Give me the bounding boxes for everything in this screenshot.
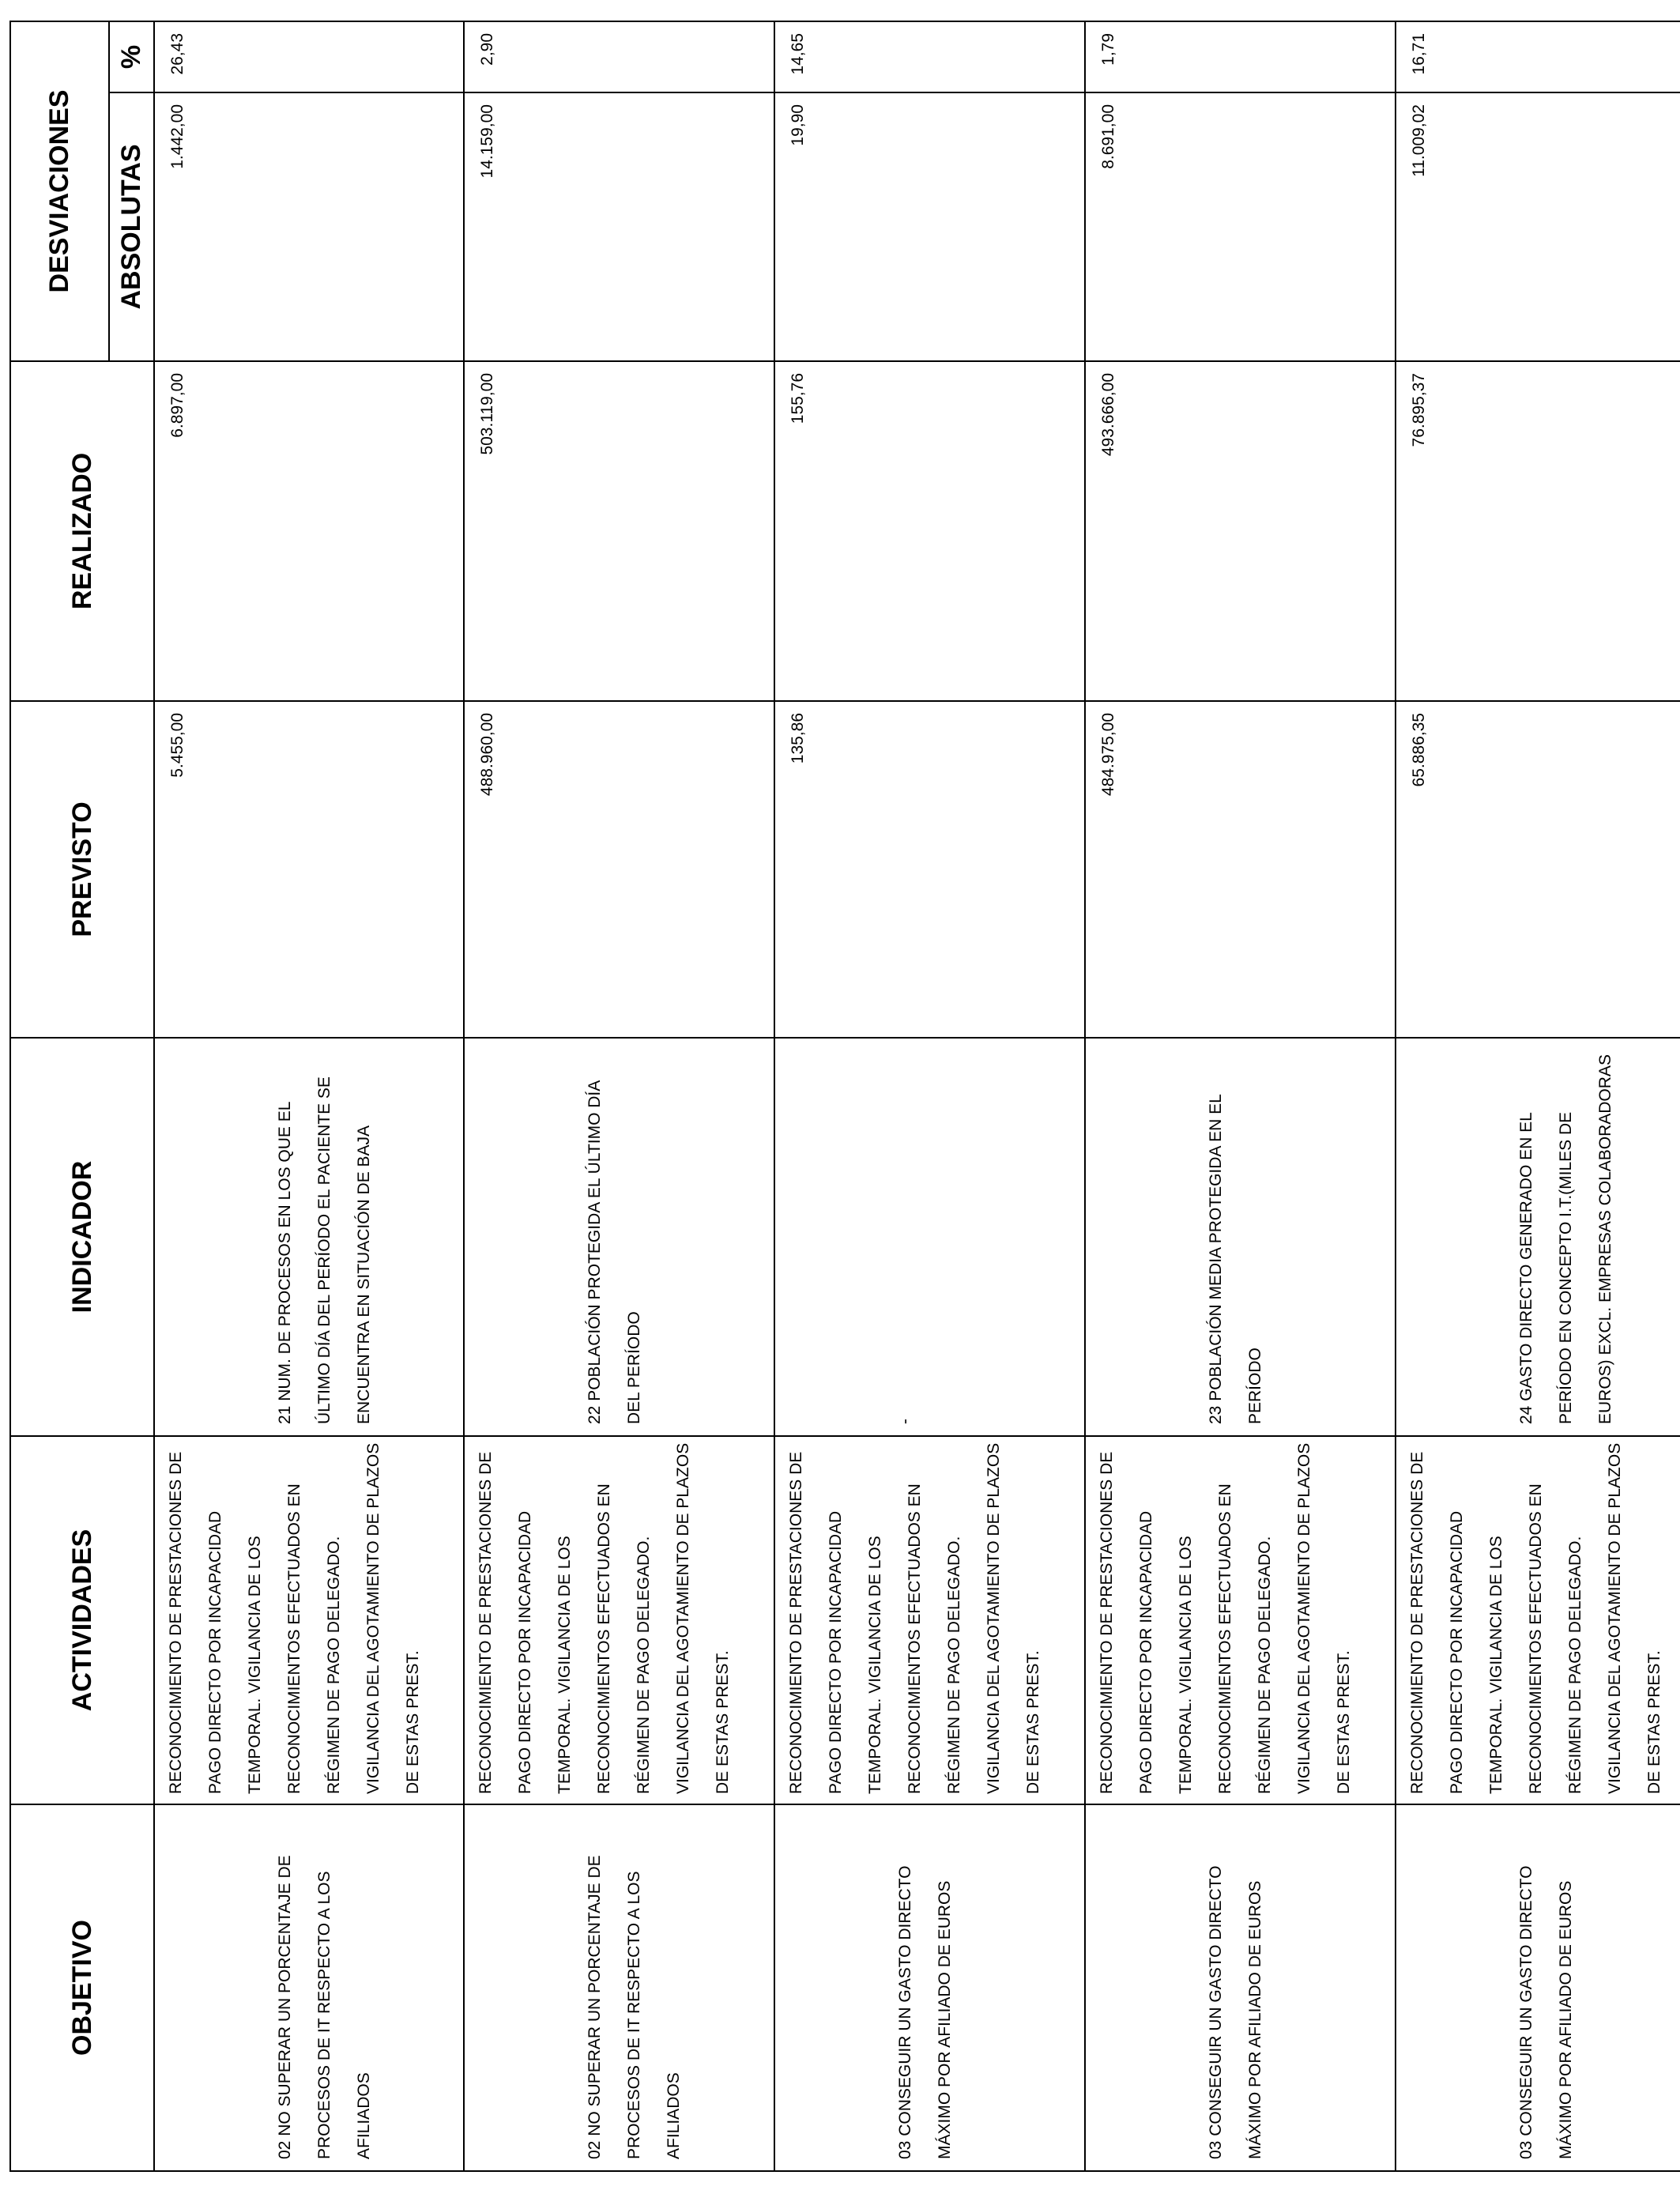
previsto-value: 65.886,35 bbox=[1410, 713, 1428, 787]
cell-porcentaje bbox=[1085, 21, 1396, 92]
cell-absolutas bbox=[464, 92, 774, 361]
header-absolutas: ABSOLUTAS bbox=[109, 92, 154, 361]
header-realizado: REALIZADO bbox=[10, 361, 154, 701]
cell-objetivo bbox=[774, 1804, 1085, 2171]
indicador-text: - bbox=[896, 1419, 914, 1424]
cell-porcentaje bbox=[1396, 21, 1680, 92]
porcentaje-value: 2,90 bbox=[478, 32, 496, 66]
actividades-text: RECONOCIMIENTO DE PRESTACIONES DE PAGO DIRECTO POR INCAPACIDAD TEMPORAL. VIGILANCIA DE LOS RECONOCIMIENTOS EFECTUADOS EN RÉGIMEN DE PAGO DELEGADO. VIGILANCIA DEL AGOTAMIENTO DE PLAZOS DE ESTAS PREST. bbox=[477, 1442, 732, 1794]
objetivo-text: 03 CONSEGUIR UN GASTO DIRECTO MÁXIMO POR AFILIADO DE EUROS bbox=[1517, 1865, 1575, 2159]
cell-actividades bbox=[1396, 1436, 1680, 1804]
porcentaje-value: 26,43 bbox=[168, 32, 186, 75]
objetivo-text: 03 CONSEGUIR UN GASTO DIRECTO MÁXIMO POR AFILIADO DE EUROS bbox=[1207, 1865, 1264, 2159]
absolutas-value: 11.009,02 bbox=[1410, 104, 1428, 177]
table-row bbox=[1085, 21, 1396, 2171]
objetivo-text: 02 NO SUPERAR UN PORCENTAJE DE PROCESOS DE IT RESPECTO A LOS AFILIADOS bbox=[586, 1855, 683, 2159]
cell-indicador bbox=[1085, 1038, 1396, 1436]
objectives-table bbox=[9, 21, 1680, 2172]
cell-objetivo bbox=[1396, 1804, 1680, 2171]
porcentaje-value: 14,65 bbox=[789, 32, 807, 75]
previsto-value: 488.960,00 bbox=[478, 713, 496, 797]
table-header bbox=[10, 21, 154, 2171]
cell-previsto bbox=[464, 701, 774, 1038]
absolutas-value: 8.691,00 bbox=[1099, 104, 1117, 169]
cell-porcentaje bbox=[154, 21, 464, 92]
header-porcentaje: % bbox=[109, 21, 154, 92]
cell-previsto bbox=[1085, 701, 1396, 1038]
cell-previsto bbox=[154, 701, 464, 1038]
porcentaje-value: 1,79 bbox=[1099, 32, 1117, 66]
header-objetivo: OBJETIVO bbox=[10, 1804, 154, 2171]
cell-indicador bbox=[774, 1038, 1085, 1436]
actividades-text: RECONOCIMIENTO DE PRESTACIONES DE PAGO DIRECTO POR INCAPACIDAD TEMPORAL. VIGILANCIA DE LOS RECONOCIMIENTOS EFECTUADOS EN RÉGIMEN DE PAGO DELEGADO. VIGILANCIA DEL AGOTAMIENTO DE PLAZOS DE ESTAS PREST. bbox=[787, 1442, 1042, 1794]
actividades-text: RECONOCIMIENTO DE PRESTACIONES DE PAGO DIRECTO POR INCAPACIDAD TEMPORAL. VIGILANCIA DE LOS RECONOCIMIENTOS EFECTUADOS EN RÉGIMEN DE PAGO DELEGADO. VIGILANCIA DEL AGOTAMIENTO DE PLAZOS DE ESTAS PREST. bbox=[1098, 1442, 1353, 1794]
cell-indicador bbox=[1396, 1038, 1680, 1436]
actividades-text: RECONOCIMIENTO DE PRESTACIONES DE PAGO DIRECTO POR INCAPACIDAD TEMPORAL. VIGILANCIA DE LOS RECONOCIMIENTOS EFECTUADOS EN RÉGIMEN DE PAGO DELEGADO. VIGILANCIA DEL AGOTAMIENTO DE PLAZOS DE ESTAS PREST. bbox=[1408, 1442, 1663, 1794]
header-desviaciones: DESVIACIONES bbox=[10, 21, 109, 361]
header-actividades: ACTIVIDADES bbox=[10, 1436, 154, 1804]
cell-objetivo bbox=[154, 1804, 464, 2171]
absolutas-value: 14.159,00 bbox=[478, 104, 496, 179]
porcentaje-value: 16,71 bbox=[1410, 32, 1428, 75]
table-row bbox=[154, 21, 464, 2171]
actividades-text: RECONOCIMIENTO DE PRESTACIONES DE PAGO DIRECTO POR INCAPACIDAD TEMPORAL. VIGILANCIA DE LOS RECONOCIMIENTOS EFECTUADOS EN RÉGIMEN DE PAGO DELEGADO. VIGILANCIA DEL AGOTAMIENTO DE PLAZOS DE ESTAS PREST. bbox=[167, 1442, 422, 1794]
table-body bbox=[154, 21, 1680, 2171]
table-row bbox=[774, 21, 1085, 2171]
cell-objetivo bbox=[464, 1804, 774, 2171]
realizado-value: 493.666,00 bbox=[1099, 373, 1117, 457]
indicador-text: 22 POBLACIÓN PROTEGIDA EL ÚLTIMO DÍA DEL PERÍODO bbox=[586, 1080, 643, 1424]
cell-previsto bbox=[774, 701, 1085, 1038]
table-row bbox=[1396, 21, 1680, 2171]
objetivo-text: 03 CONSEGUIR UN GASTO DIRECTO MÁXIMO POR AFILIADO DE EUROS bbox=[896, 1865, 954, 2159]
previsto-value: 484.975,00 bbox=[1099, 713, 1117, 797]
cell-indicador bbox=[464, 1038, 774, 1436]
cell-indicador bbox=[154, 1038, 464, 1436]
cell-absolutas bbox=[154, 92, 464, 361]
absolutas-value: 1.442,00 bbox=[168, 104, 186, 169]
cell-realizado bbox=[774, 361, 1085, 701]
header-previsto: PREVISTO bbox=[10, 701, 154, 1038]
cell-actividades bbox=[774, 1436, 1085, 1804]
cell-absolutas bbox=[1085, 92, 1396, 361]
header-indicador: INDICADOR bbox=[10, 1038, 154, 1436]
indicador-text: 23 POBLACIÓN MEDIA PROTEGIDA EN EL PERÍODO bbox=[1207, 1094, 1264, 1424]
realizado-value: 503.119,00 bbox=[478, 373, 496, 455]
realizado-value: 155,76 bbox=[789, 373, 807, 424]
cell-actividades bbox=[1085, 1436, 1396, 1804]
previsto-value: 135,86 bbox=[789, 713, 807, 764]
cell-absolutas bbox=[774, 92, 1085, 361]
cell-porcentaje bbox=[464, 21, 774, 92]
cell-realizado bbox=[464, 361, 774, 701]
indicador-text: 21 NUM. DE PROCESOS EN LOS QUE EL ÚLTIMO DÍA DEL PERÍODO EL PACIENTE SE ENCUENTRA EN SITUACIÓN DE BAJA bbox=[276, 1076, 373, 1424]
absolutas-value: 19,90 bbox=[789, 104, 807, 146]
cell-actividades bbox=[154, 1436, 464, 1804]
indicador-text: 24 GASTO DIRECTO GENERADO EN EL PERÍODO EN CONCEPTO I.T.(MILES DE EUROS) EXCL. EMPRESAS COLABORADORAS bbox=[1517, 1054, 1614, 1424]
cell-realizado bbox=[1085, 361, 1396, 701]
cell-previsto bbox=[1396, 701, 1680, 1038]
table-row bbox=[464, 21, 774, 2171]
cell-porcentaje bbox=[774, 21, 1085, 92]
cell-objetivo bbox=[1085, 1804, 1396, 2171]
objetivo-text: 02 NO SUPERAR UN PORCENTAJE DE PROCESOS DE IT RESPECTO A LOS AFILIADOS bbox=[276, 1855, 373, 2159]
realizado-value: 76.895,37 bbox=[1410, 373, 1428, 447]
cell-actividades bbox=[464, 1436, 774, 1804]
cell-realizado bbox=[1396, 361, 1680, 701]
cell-absolutas bbox=[1396, 92, 1680, 361]
cell-realizado bbox=[154, 361, 464, 701]
realizado-value: 6.897,00 bbox=[168, 373, 186, 438]
previsto-value: 5.455,00 bbox=[168, 713, 186, 778]
